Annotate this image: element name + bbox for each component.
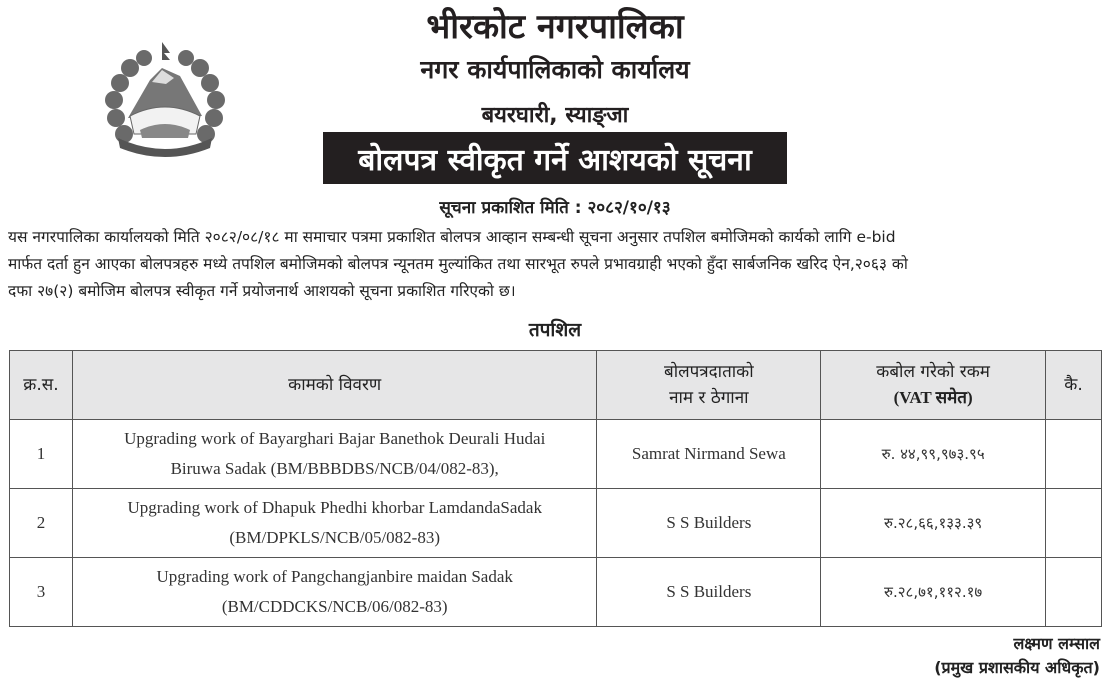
table-header-row — [10, 351, 1102, 420]
cell-amount: रु.२८,६६,१३३.३९ — [821, 489, 1046, 558]
header-sn: क्र.स. — [10, 351, 73, 420]
signatory-designation: (प्रमुख प्रशासकीय अधिकृत) — [934, 658, 1100, 677]
description-line2: (BM/DPKLS/NCB/05/082-83) — [229, 528, 441, 547]
header-bidder — [597, 351, 821, 420]
bid-table — [9, 350, 1102, 627]
header-amount-line2: (VAT समेत) — [893, 388, 973, 407]
table-row — [10, 420, 1102, 489]
cell-amount: रु.२८,७१,११२.१७ — [821, 558, 1046, 627]
cell-remarks — [1046, 420, 1102, 489]
header-amount-line1: कबोल गरेको रकम — [876, 362, 990, 382]
description-line1: Upgrading work of Pangchangjanbire maidan Sadak — [156, 567, 513, 586]
cell-bidder: S S Builders — [597, 558, 821, 627]
description-line1: Upgrading work of Dhapuk Phedhi khorbar LamdandaSadak — [127, 498, 542, 517]
cell-remarks — [1046, 489, 1102, 558]
section-title: तपशिल — [528, 319, 582, 341]
published-date: सूचना प्रकाशित मिति : २०८२/१०/१३ — [439, 198, 671, 218]
table-row — [10, 489, 1102, 558]
header-description: कामको विवरण — [72, 351, 596, 420]
office-name: नगर कार्यपालिकाको कार्यालय — [420, 55, 690, 84]
header-bidder-line1: बोलपत्रदाताको — [663, 362, 754, 382]
header-remarks: कै. — [1046, 351, 1102, 420]
description-line2: Biruwa Sadak (BM/BBBDBS/NCB/04/082-83), — [170, 459, 499, 478]
cell-description — [72, 420, 596, 489]
header-bidder-line2: नाम र ठेगाना — [669, 388, 749, 408]
paragraph-line: यस नगरपालिका कार्यालयको मिति २०८२/०८/१८ मा समाचार पत्रमा प्रकाशित बोलपत्र आव्हान सम्बन्धी सूचना अनुसार तपशिल बमोजिमको कार्यको लागि e-bid — [8, 228, 896, 246]
cell-sn: 3 — [10, 558, 73, 627]
notice-title: बोलपत्र स्वीकृत गर्ने आशयको सूचना — [358, 142, 752, 178]
cell-description — [72, 489, 596, 558]
description-line2: (BM/CDDCKS/NCB/06/082-83) — [221, 597, 448, 616]
notice-paragraph — [8, 224, 1104, 305]
cell-amount: रु. ४४,९९,९७३.९५ — [821, 420, 1046, 489]
cell-description — [72, 558, 596, 627]
table-row — [10, 558, 1102, 627]
cell-bidder: S S Builders — [597, 489, 821, 558]
paragraph-line: मार्फत दर्ता हुन आएका बोलपत्रहरु मध्ये तपशिल बमोजिमको बोलपत्र न्यूनतम मुल्यांकित तथा सारभूत रुपले प्रभावग्राही भएको हुँदा सार्बजनिक खरिद ऐन,२०६३ को — [8, 255, 908, 273]
description-line1: Upgrading work of Bayarghari Bajar Banethok Deurali Hudai — [124, 429, 546, 448]
cell-bidder: Samrat Nirmand Sewa — [597, 420, 821, 489]
header-amount — [821, 351, 1046, 420]
cell-remarks — [1046, 558, 1102, 627]
signatory-name: लक्ष्मण लम्साल — [1013, 634, 1100, 653]
paragraph-line: दफा २७(२) बमोजिम बोलपत्र स्वीकृत गर्ने प्रयोजनार्थ आशयको सूचना प्रकाशित गरिएको छ। — [8, 282, 516, 300]
cell-sn: 2 — [10, 489, 73, 558]
notice-title-banner — [323, 132, 787, 184]
office-address: बयरघारी, स्याङ्जा — [481, 103, 629, 128]
org-name: भीरकोट नगरपालिका — [426, 7, 684, 47]
cell-sn: 1 — [10, 420, 73, 489]
